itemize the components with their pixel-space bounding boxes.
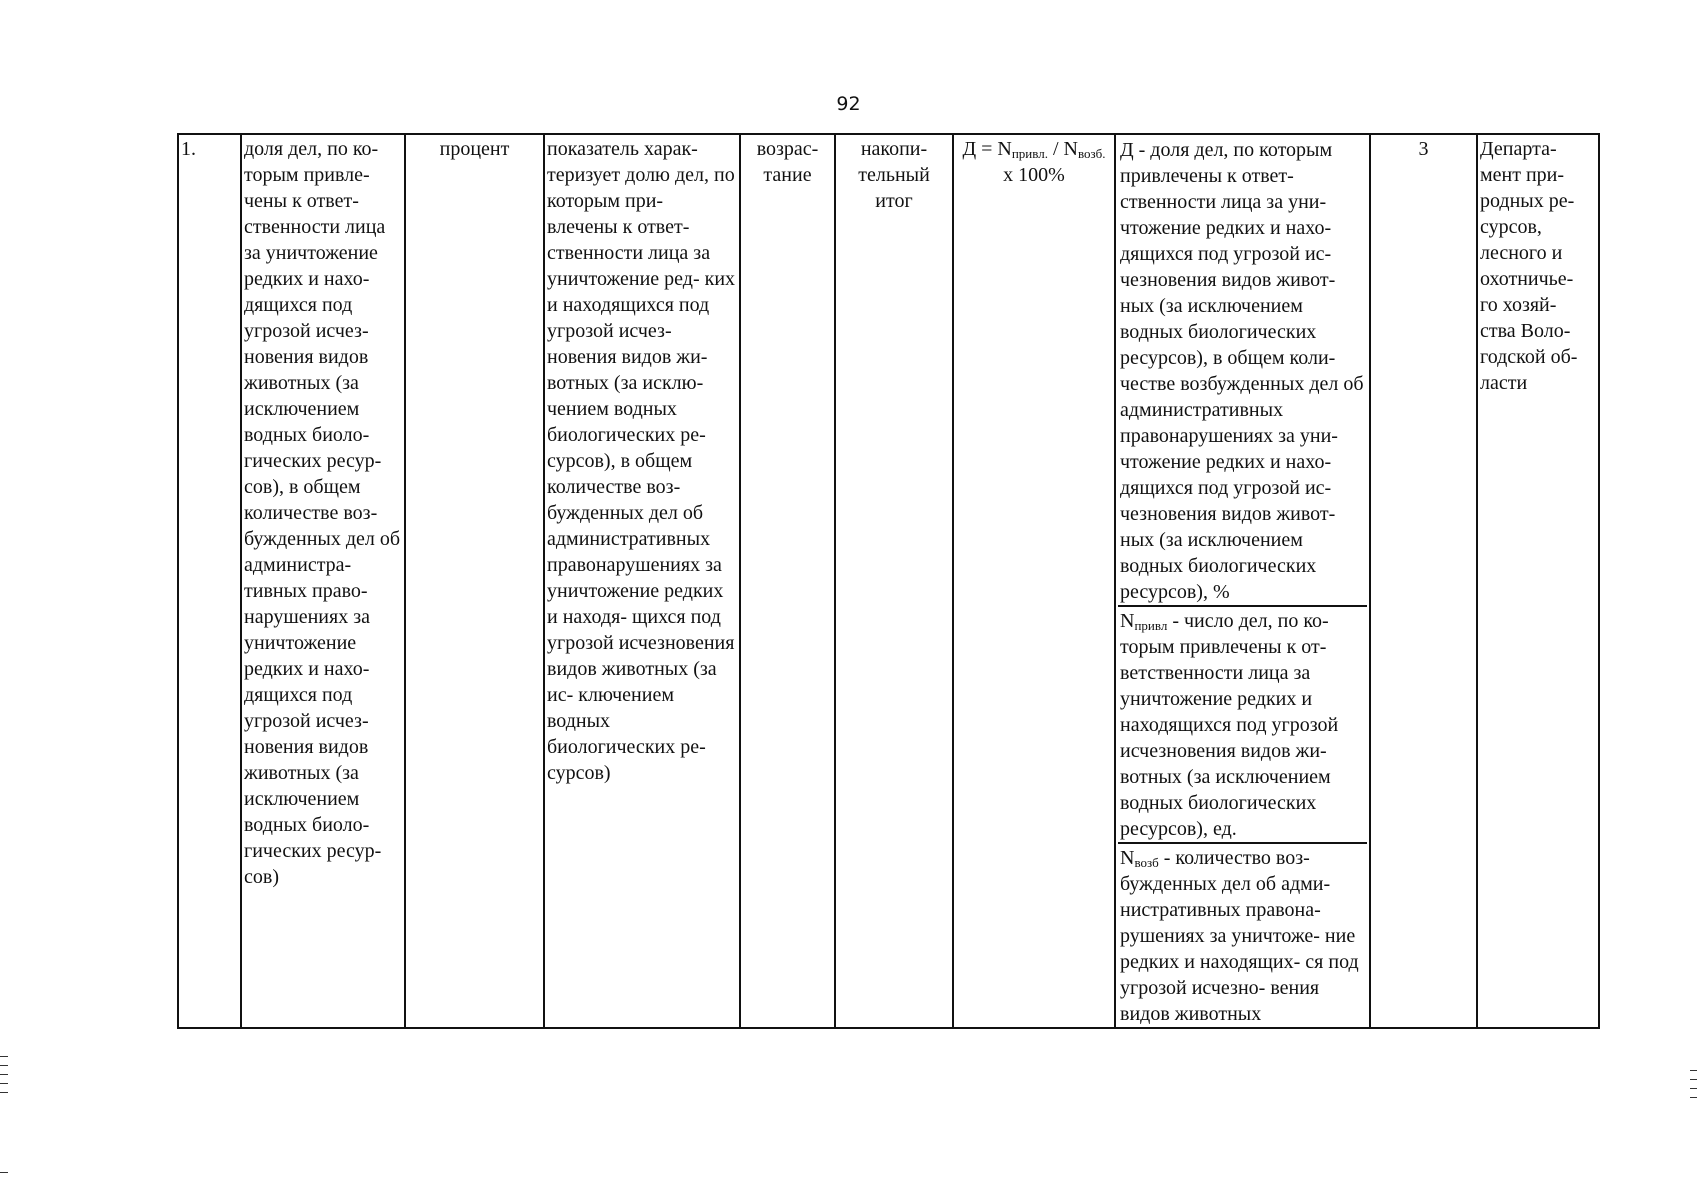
formula-sub-numerator: привл. xyxy=(1011,146,1048,161)
variable-initiated-symbol: N xyxy=(1120,847,1135,869)
source: 3 xyxy=(1418,138,1429,160)
left-margin-mark xyxy=(0,1092,8,1093)
indicator-name-cell xyxy=(241,134,405,1028)
row-index-cell xyxy=(178,134,241,1028)
method-cell xyxy=(835,134,953,1028)
formula-sub-denominator: возб. xyxy=(1077,146,1106,161)
variable-initiated-text: - количество воз- бужденных дел об адми- нистративных правона- рушениях за уничтоже- ние редких и находящих- ся под угрозой исчезно- вения видов животных xyxy=(1120,847,1359,1025)
left-margin-mark xyxy=(0,1065,8,1066)
variable-share-description xyxy=(1118,136,1367,605)
left-margin-mark xyxy=(0,1172,8,1173)
method: накопи- тельный итог xyxy=(858,138,930,212)
page-number: 92 xyxy=(836,93,861,115)
unit-cell xyxy=(405,134,544,1028)
definition-cell xyxy=(544,134,740,1028)
variable-initiated-count-description xyxy=(1118,842,1367,1027)
variable-initiated-subscript: возб xyxy=(1134,855,1159,870)
formula-suffix: x 100% xyxy=(1003,164,1065,186)
formula-mid: / N xyxy=(1047,138,1078,160)
dynamics: возрас- тание xyxy=(756,138,819,186)
indicator-table xyxy=(177,133,1600,1029)
right-margin-mark xyxy=(1690,1079,1697,1080)
dynamics-cell xyxy=(740,134,835,1028)
formula xyxy=(962,138,1105,186)
variable-cases-subscript: привл xyxy=(1134,618,1168,633)
variable-share-text: Д - доля дел, по которым привлечены к ответ- ственности лица за уни- чтожение редких и нахо- дящихся под угрозой ис- чезновения видов живот- ных (за исключением водных биологических ресурсов), в общем коли- честве возбужденных дел об административных правонарушениях за уни- чтожение редких и нахо- дящихся под угрозой ис- чезновения видов живот- ных (за исключением водных биологических ресурсов), % xyxy=(1120,139,1364,603)
responsible-cell xyxy=(1477,134,1599,1028)
left-margin-mark xyxy=(0,1074,8,1075)
unit: процент xyxy=(439,138,510,160)
right-margin-mark xyxy=(1690,1070,1697,1071)
formula-cell xyxy=(953,134,1115,1028)
variable-cases-text: - число дел, по ко- торым привлечены к от- ветственности лица за уничтожение редких и находящихся под угрозой исчезновения видов жи- вотных (за исключением водных биологических ресурсов), ед. xyxy=(1120,610,1339,840)
variable-cases-count-description xyxy=(1118,605,1367,842)
responsible: Департа- мент при- родных ре- сурсов, лесного и охотничье- го хозяй- ства Воло- годской об- ласти xyxy=(1480,138,1578,394)
variable-cases-symbol: N xyxy=(1120,610,1135,632)
formula-prefix: Д = N xyxy=(962,138,1012,160)
source-cell xyxy=(1370,134,1477,1028)
indicator-name: доля дел, по ко- торым привле- чены к ответ- ственности лица за уничтожение редких и нахо- дящихся под угрозой исчез- новения видов животных (за исключением водных биоло- гических ресур- сов), в общем количестве воз- бужденных дел об администра- тивных право- нарушениях за уничтожение редких и нахо- дящихся под угрозой исчез- новения видов животных (за исключением водных биоло- гических ресур- сов) xyxy=(244,138,401,888)
right-margin-mark xyxy=(1690,1097,1697,1098)
definition: показатель харак- теризует долю дел, по которым при- влечены к ответ- ственности лица за уничтожение ред- ких и находящихся под угрозой исчез- новения видов жи- вотных (за исклю- чением водных биологических ре- сурсов), в общем количестве воз- бужденных дел об административных правонарушениях за уничтожение редких и находя- щихся под угрозой исчезновения видов животных (за ис- ключением водных биологических ре- сурсов) xyxy=(547,138,736,784)
left-margin-mark xyxy=(0,1056,8,1057)
table-row xyxy=(178,134,1599,1028)
left-margin-mark xyxy=(0,1083,8,1084)
right-margin-mark xyxy=(1690,1088,1697,1089)
row-index: 1. xyxy=(181,138,196,160)
variables-cell xyxy=(1115,134,1370,1028)
